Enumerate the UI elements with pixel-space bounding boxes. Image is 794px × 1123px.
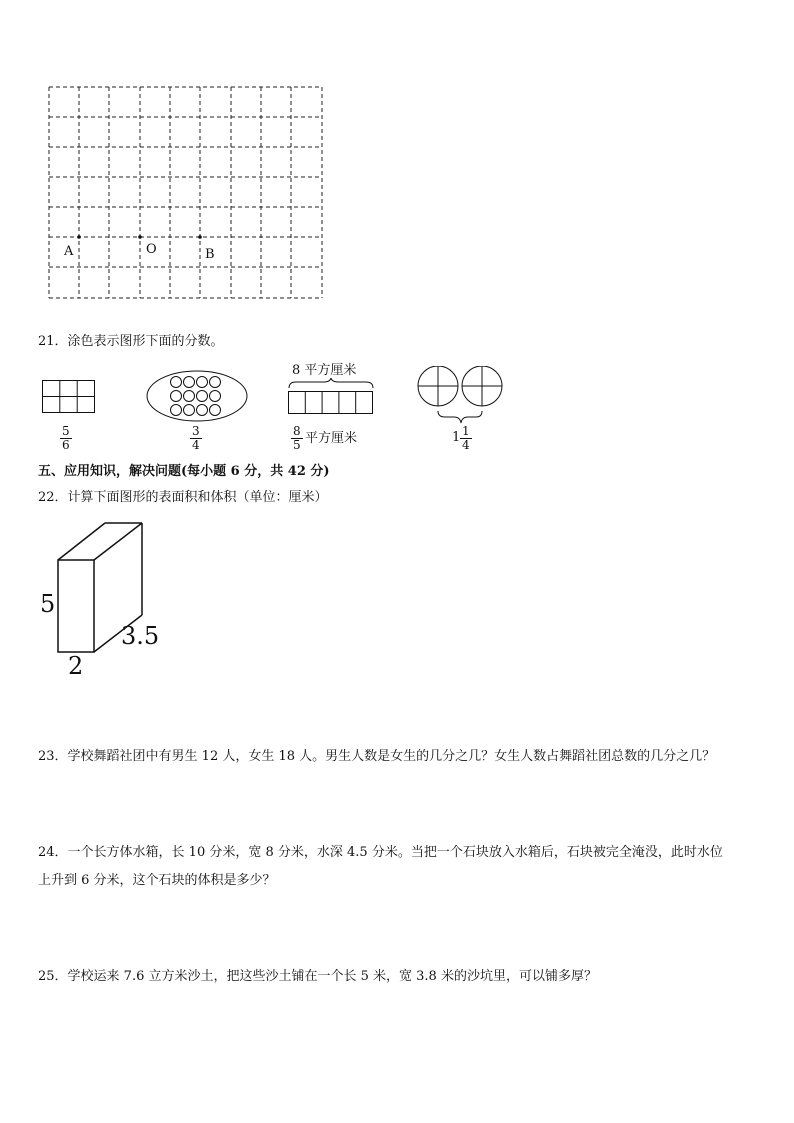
brace-icon (289, 378, 373, 388)
fraction-denominator: 4 (192, 438, 200, 452)
point-o-dot (138, 235, 142, 239)
brace-icon (438, 411, 482, 423)
q22-width-label: 2 (68, 652, 84, 680)
fraction-denominator: 6 (62, 438, 70, 452)
grid-svg (48, 86, 324, 300)
q22-depth-label: 3.5 (121, 622, 160, 650)
fraction-numerator: 1 (462, 424, 470, 438)
point-b-dot (198, 235, 202, 239)
q21-fig3-unit: 平方厘米 (305, 431, 358, 446)
fraction-numerator: 3 (192, 424, 200, 438)
q22-height-label: 5 (40, 590, 56, 618)
fraction-denominator: 5 (293, 438, 301, 452)
q21-fig1-fraction (60, 425, 72, 452)
q21-fig3-fraction (291, 425, 303, 452)
q24-line1: 24．一个长方体水箱，长 10 分米，宽 8 分米，水深 4.5 分米。当把一个石块放入水箱后，石块被完全淹没，此时水位 (38, 845, 723, 860)
q21-fig3-strip (288, 378, 374, 416)
q21-fig4-fraction (460, 425, 472, 452)
fraction-denominator: 4 (462, 438, 470, 452)
q21-fig2-ellipse-circles (146, 370, 248, 422)
q25-text: 25．学校运来 7.6 立方米沙土，把这些沙土铺在一个长 5 米，宽 3.8 米的沙坑里，可以铺多厚？ (38, 969, 597, 984)
dashed-grid (48, 86, 324, 300)
point-b-label: B (205, 247, 215, 262)
fraction-numerator: 5 (62, 424, 70, 438)
q21-fig1-rect-grid (42, 380, 96, 414)
q21-fig4-whole: 1 (452, 430, 461, 445)
q21-fig4-circles (415, 366, 507, 426)
q21-fig2-fraction (190, 425, 202, 452)
q23-text: 23．学校舞蹈社团中有男生 12 人，女生 18 人。男生人数是女生的几分之几？女生人数占舞蹈社团总数的几分之几？ (38, 749, 716, 764)
point-a-label: A (64, 244, 74, 259)
point-o-label: O (146, 242, 157, 257)
section-5-heading: 五、应用知识，解决问题(每小题 6 分，共 42 分) (38, 464, 330, 479)
q21-text: 21．涂色表示图形下面的分数。 (38, 334, 224, 349)
q21-fig3-top-label: 8 平方厘米 (292, 363, 357, 378)
point-a-dot (77, 235, 81, 239)
q24-line2: 上升到 6 分米，这个石块的体积是多少？ (38, 873, 276, 888)
fraction-numerator: 8 (293, 424, 301, 438)
q22-text: 22．计算下面图形的表面积和体积（单位：厘米） (38, 490, 328, 505)
